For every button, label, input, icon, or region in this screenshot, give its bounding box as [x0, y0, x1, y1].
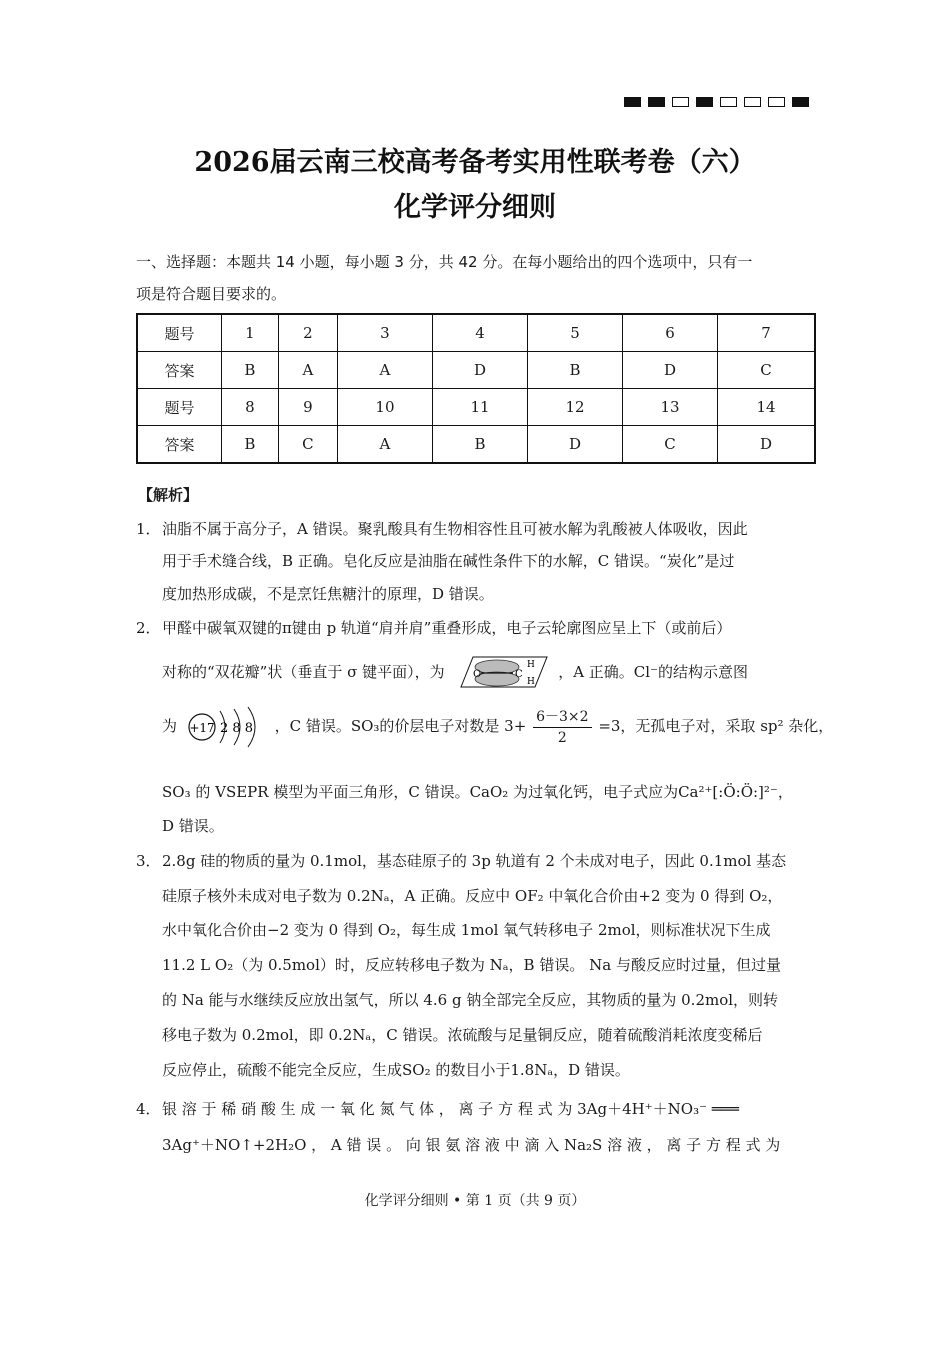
empty-square-mark: [672, 97, 689, 107]
table-cell: 14: [718, 389, 815, 426]
table-cell: D: [623, 352, 718, 389]
filled-square-mark: [792, 97, 809, 107]
row-header: 答案: [137, 426, 222, 464]
table-cell: 9: [278, 389, 337, 426]
item-number: 4．: [136, 1100, 161, 1118]
answer-table: [136, 313, 816, 464]
fraction-numerator: 6－3×2: [533, 707, 591, 728]
q2-line3: [162, 705, 833, 749]
section1-line1: 一、选择题：本题共 14 小题，每小题 3 分，共 42 分。在每小题给出的四个选项中，只有一: [136, 253, 753, 271]
table-cell: 8: [222, 389, 279, 426]
filled-square-mark: [696, 97, 713, 107]
table-cell: C: [623, 426, 718, 464]
q2-line2-text-b: ，A 正确。Cl⁻的结构示意图: [558, 663, 748, 681]
empty-square-mark: [768, 97, 785, 107]
table-cell: 1: [222, 314, 279, 352]
table-cell: 5: [528, 314, 623, 352]
q3-line7: 反应停止，硫酸不能完全反应，生成SO₂ 的数目小于1.8Nₐ，D 错误。: [162, 1061, 630, 1079]
fraction-denominator: 2: [557, 729, 567, 746]
q2-line2: [162, 653, 748, 693]
nucleus-charge: +17: [189, 721, 215, 735]
q1-line3: 度加热形成碳，不是烹饪焦糖汁的原理，D 错误。: [162, 585, 494, 603]
table-cell: 2: [278, 314, 337, 352]
empty-square-mark: [720, 97, 737, 107]
chloride-ion-structure-diagram: [184, 705, 268, 749]
row-header: 题号: [137, 389, 222, 426]
table-cell: D: [432, 352, 527, 389]
table-cell: 13: [623, 389, 718, 426]
table-row: [137, 426, 815, 464]
q3-line4: 11.2 L O₂（为 0.5mol）时，反应转移电子数为 Nₐ，B 错误。 Na 与酸反应时过量，但过量: [162, 956, 781, 974]
q2-line5: D 错误。: [162, 817, 224, 835]
q2-line3-text-b: ，C 错误。SO₃的价层电子对数是 3+: [274, 717, 527, 735]
table-row: [137, 314, 815, 352]
table-cell: A: [337, 426, 432, 464]
table-cell: D: [718, 426, 815, 464]
table-cell: 10: [337, 389, 432, 426]
item-number: 3．: [136, 852, 161, 870]
table-cell: D: [528, 426, 623, 464]
hydrogen-label: H: [527, 660, 536, 670]
q2-line4: SO₃ 的 VSEPR 模型为平面三角形，C 错误。CaO₂ 为过氧化钙，电子式应为Ca²⁺[:Ö:Ö:]²⁻，: [162, 783, 793, 801]
q4-line1: 银 溶 于 稀 硝 酸 生 成 一 氧 化 氮 气 体 ， 离 子 方 程 式 为 3Ag＋4H⁺＋NO₃⁻ ═══: [162, 1100, 739, 1118]
hydrogen-label: H: [527, 677, 536, 687]
table-row: [137, 389, 815, 426]
q3-line5: 的 Na 能与水继续反应放出氢气，所以 4.6 g 钠全部完全反应，其物质的量为 0.2mol，则转: [162, 991, 779, 1009]
filled-square-mark: [624, 97, 641, 107]
table-cell: 7: [718, 314, 815, 352]
table-cell: 6: [623, 314, 718, 352]
carbon-label: C: [515, 669, 524, 680]
pi-bond-orbital-diagram: [451, 653, 551, 693]
table-cell: C: [278, 426, 337, 464]
q3-line6: 移电子数为 0.2mol，即 0.2Nₐ，C 错误。浓硫酸与足量铜反应，随着硫酸消耗浓度变稀后: [162, 1026, 763, 1044]
table-cell: 3: [337, 314, 432, 352]
table-cell: A: [278, 352, 337, 389]
header-marks: [624, 97, 809, 107]
title-line1: 2026届云南三校高考备考实用性联考卷（六）: [194, 147, 756, 178]
title-line2: 化学评分细则: [394, 192, 556, 223]
table-cell: 12: [528, 389, 623, 426]
q1-line2: 用于手术缝合线，B 正确。皂化反应是油脂在碱性条件下的水解，C 错误。“炭化”是过: [162, 552, 735, 570]
q2-line3-text-a: 为: [162, 717, 178, 735]
item-number: 1．: [136, 520, 161, 538]
table-cell: A: [337, 352, 432, 389]
orbital-lower-lobe: [475, 672, 519, 686]
q2-line3-text-c: =3，无孤电子对，采取 sp² 杂化，: [598, 717, 834, 735]
q2-line2-text-a: 对称的“双花瓣”状（垂直于 σ 键平面），为: [162, 663, 445, 681]
q2-line1: 甲醛中碳氧双键的π键由 p 轨道“肩并肩”重叠形成，电子云轮廓图应呈上下（或前后）: [162, 619, 732, 637]
analysis-label: 【解析】: [138, 486, 199, 504]
table-cell: B: [432, 426, 527, 464]
row-header: 答案: [137, 352, 222, 389]
table-cell: B: [222, 352, 279, 389]
table-cell: 4: [432, 314, 527, 352]
q3-line3: 水中氧化合价由−2 变为 0 得到 O₂，每生成 1mol 氧气转移电子 2mol，则标准状况下生成: [162, 921, 771, 939]
q1-line1: 油脂不属于高分子，A 错误。聚乳酸具有生物相容性且可被水解为乳酸被人体吸收，因此: [162, 520, 748, 538]
q4-line2: 3Ag⁺＋NO↑+2H₂O ， A 错 误 。 向 银 氨 溶 液 中 滴 入 Na₂S 溶 液 ， 离 子 方 程 式 为: [162, 1136, 781, 1154]
q3-line1: 2.8g 硅的物质的量为 0.1mol，基态硅原子的 3p 轨道有 2 个未成对电子，因此 0.1mol 基态: [162, 852, 787, 870]
item-number: 2．: [136, 619, 161, 637]
empty-square-mark: [744, 97, 761, 107]
table-cell: C: [718, 352, 815, 389]
page-footer: 化学评分细则 • 第 1 页（共 9 页）: [364, 1193, 586, 1209]
q3-line2: 硅原子核外未成对电子数为 0.2Nₐ，A 正确。反应中 OF₂ 中氧化合价由+2 变为 0 得到 O₂，: [162, 887, 783, 905]
table-row: [137, 352, 815, 389]
table-cell: B: [222, 426, 279, 464]
table-cell: B: [528, 352, 623, 389]
section1-line2: 项是符合题目要求的。: [136, 285, 287, 303]
fraction: [533, 707, 591, 748]
filled-square-mark: [648, 97, 665, 107]
oxygen-label: O: [473, 669, 482, 680]
section1-heading: [136, 246, 816, 310]
row-header: 题号: [137, 314, 222, 352]
shell-electron-counts: 2 8 8: [219, 721, 253, 736]
table-cell: 11: [432, 389, 527, 426]
